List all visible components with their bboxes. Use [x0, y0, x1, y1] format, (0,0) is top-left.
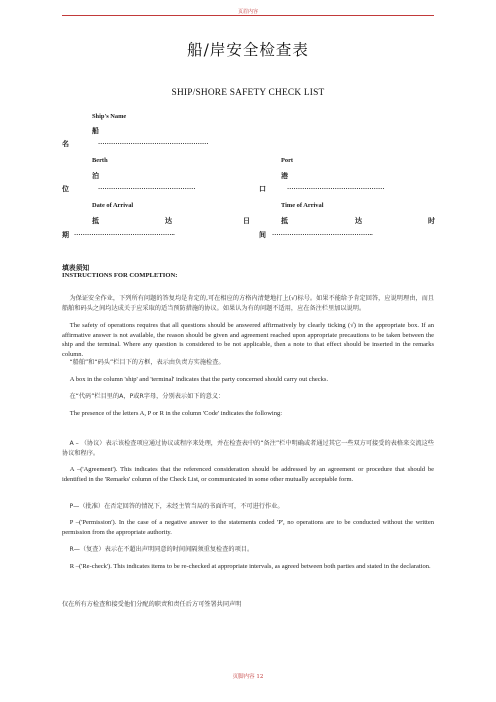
arrival-cn-1: 抵 — [92, 216, 99, 225]
ships-name-label: Ship's Name — [92, 113, 127, 120]
berth-label: Berth — [92, 157, 108, 164]
berth-cn-2: 位 — [62, 184, 69, 193]
paragraph-3-en: The presence of the letters A, P or R in the column 'Code' indicates the following: — [69, 410, 283, 417]
berth-field[interactable]: ……………………………………… — [98, 184, 196, 191]
final-statement-cn: 仅在所有方检查和接受他们分配的职责和责任后方可签署共同声明 — [62, 601, 242, 608]
ships-name-cn-1: 船 — [92, 126, 99, 135]
berth-cn-1: 泊 — [92, 171, 99, 180]
time-cn-3: 时 — [428, 216, 435, 225]
time-cn-1: 抵 — [281, 216, 288, 225]
date-of-arrival-field[interactable]: ……………………………………….. — [74, 230, 175, 237]
title-english: SHIP/SHORE SAFETY CHECK LIST — [171, 88, 325, 98]
paragraph-1-cn: 为保证安全作业，下列所有问题的答复均是肯定的,可在相应的方格内清楚地打上(√)标号。如果不能给予肯定回答，应说明理由，而且船舶和码头之间均达成关于应采取的适当预防措施的协议。如果认为有的问题不适用，应在备注栏里加以说明。 — [62, 295, 434, 312]
port-cn-2: 口 — [259, 184, 266, 193]
paragraph-1-en: The safety of operations requires that all questions should be answered affirmatively by clearly ticking (√) in the appropriate box. If an affirmative answer is not available, the reason should be given and agreement reached upon appropriate precautions to be taken between the ship and the terminal. Where any question is considered to be not applicable, then a note to that effect should be inserted in the remarks column. — [62, 322, 434, 358]
date-of-arrival-label: Date of Arrival — [92, 202, 134, 209]
ships-name-cn-2: 名 — [62, 139, 69, 148]
port-cn-1: 港 — [281, 171, 288, 180]
ships-name-field[interactable]: …………………………………………… — [98, 139, 209, 146]
port-field[interactable]: ……………………………………… — [287, 184, 385, 191]
page-header: 页眉内容 — [237, 9, 258, 15]
header-rule — [62, 15, 434, 16]
instructions-heading-en: INSTRUCTIONS FOR COMPLETION: — [62, 272, 178, 279]
code-r-cn: R—（复查）表示在不超出声明同意的时间间隔须重复检查的项目。 — [69, 546, 254, 553]
paragraph-2-cn: “船舶”和“码头”栏目下的方框，表示由负责方实施检查。 — [69, 359, 225, 366]
code-r-en: R –('Re-check'). This indicates items to be re-checked at appropriate intervals, as agreed between both parties and stated in the declaration. — [69, 563, 431, 570]
time-cn-4: 间 — [259, 230, 266, 239]
time-cn-2: 达 — [355, 216, 362, 225]
code-p-cn: P—（批准）在否定回答的情况下，未经主管当局的书面许可，不可进行作业。 — [69, 503, 284, 510]
code-a-en: A –('Agreement'). This indicates that the referenced consideration should be addressed by an agreement or procedure that should be identified in the 'Remarks' column of the Check List, or communicated in some other mutually acceptable form. — [62, 466, 434, 483]
instructions-heading-cn: 填表须知 — [62, 264, 90, 272]
arrival-cn-4: 期 — [62, 230, 69, 239]
paragraph-2-en: A box in the column 'ship' and 'terminal' indicates that the party concerned should carry out checks. — [69, 376, 329, 383]
time-of-arrival-label: Time of Arrival — [281, 202, 324, 209]
port-label: Port — [281, 157, 294, 164]
time-of-arrival-field[interactable]: ……………………………………….. — [272, 230, 373, 237]
arrival-cn-2: 达 — [165, 216, 172, 225]
page-footer: 页脚内容 12 — [232, 674, 264, 680]
paragraph-3-cn: 在“代码”栏目里的A，P或R字母，分别表示如下的意义： — [69, 393, 225, 400]
code-a-cn: A – （协议）表示该检查项应通过协议或程序来处理，并在检查表中的“备注”栏中明确或者通过其它一些双方可接受的表格来交流这些协议和程序。 — [62, 440, 434, 457]
arrival-cn-3: 日 — [243, 216, 250, 225]
title-chinese: 船/岸安全检查表 — [187, 41, 309, 59]
code-p-en: P –('Permission'). In the case of a negative answer to the statements coded 'P', no operations are to be conducted without the written permission from the appropriate authority. — [62, 519, 434, 536]
